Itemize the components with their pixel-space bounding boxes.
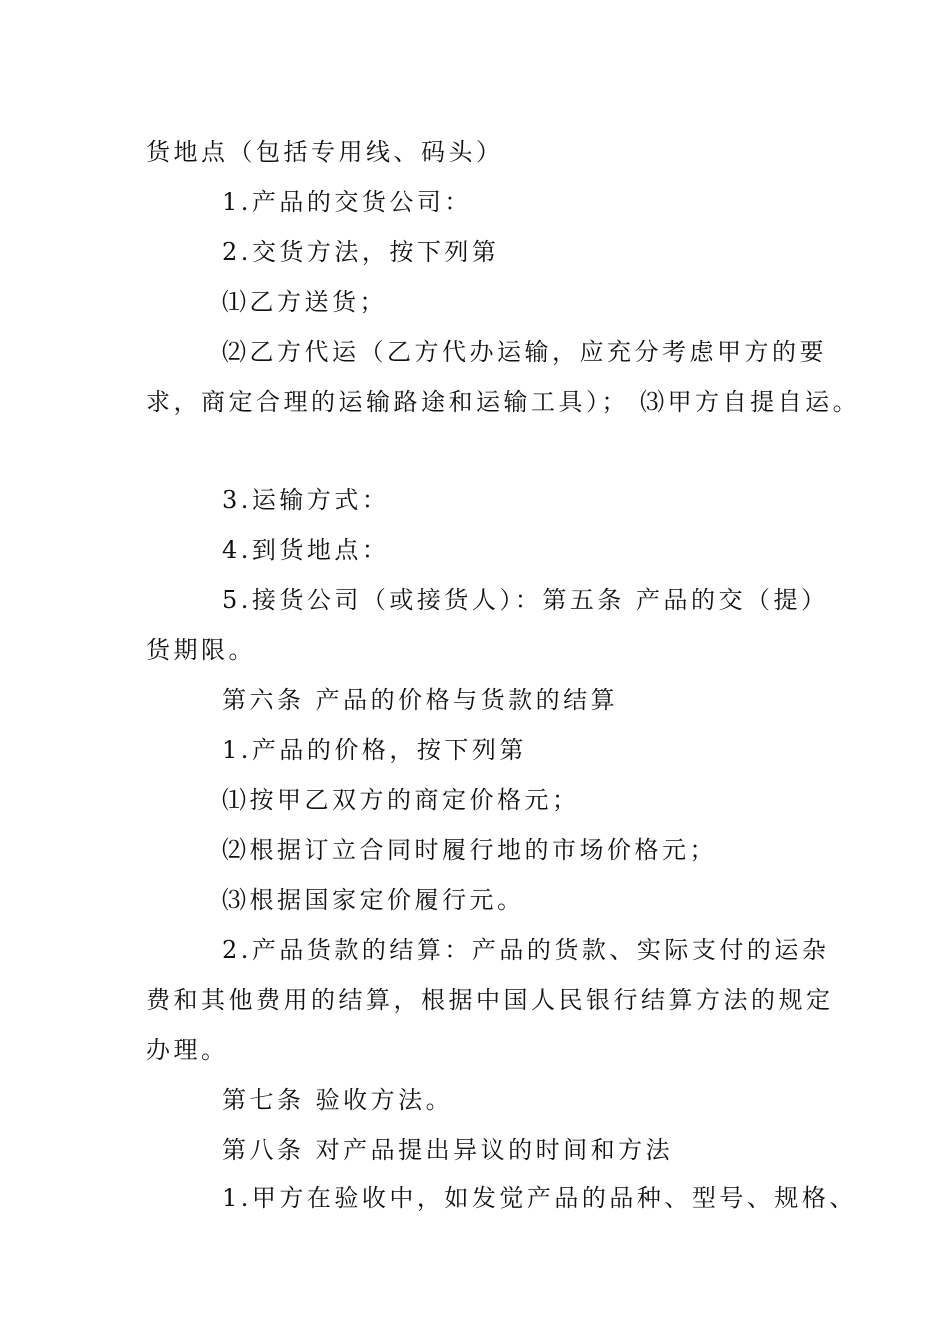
- text-line-7: 3.运输方式：: [222, 486, 390, 514]
- text-line-18: 办理。: [146, 1036, 229, 1064]
- text-line-10: 货期限。: [146, 636, 256, 664]
- text-line-17: 费和其他费用的结算，根据中国人民银行结算方法的规定: [146, 986, 834, 1014]
- text-line-14: ⑵根据订立合同时履行地的市场价格元；: [222, 836, 717, 864]
- text-line-8: 4.到货地点：: [222, 536, 390, 564]
- text-line-13: ⑴按甲乙双方的商定价格元；: [222, 786, 580, 814]
- text-line-9: 5.接货公司（或接货人）：第五条 产品的交（提）: [222, 586, 829, 614]
- text-line-15: ⑶根据国家定价履行元。: [222, 886, 525, 914]
- text-line-12: 1.产品的价格，按下列第: [222, 736, 527, 764]
- text-line-5: ⑵乙方代运（乙方代办运输，应充分考虑甲方的要: [222, 338, 827, 366]
- text-line-1: 货地点（包括专用线、码头）: [146, 138, 504, 166]
- text-line-3: 2.交货方法，按下列第: [222, 238, 500, 266]
- text-line-16: 2.产品货款的结算：产品的货款、实际支付的运杂: [222, 936, 830, 964]
- text-line-19: 第七条 验收方法。: [222, 1086, 454, 1114]
- text-line-20: 第八条 对产品提出异议的时间和方法: [222, 1136, 674, 1164]
- text-line-2: 1.产品的交货公司：: [222, 188, 472, 216]
- text-line-11: 第六条 产品的价格与货款的结算: [222, 686, 619, 714]
- text-line-4: ⑴乙方送货；: [222, 288, 387, 316]
- text-line-21: 1.甲方在验收中，如发觉产品的品种、型号、规格、: [222, 1184, 857, 1212]
- text-line-6: 求，商定合理的运输路途和运输工具）； ⑶甲方自提自运。: [146, 388, 861, 416]
